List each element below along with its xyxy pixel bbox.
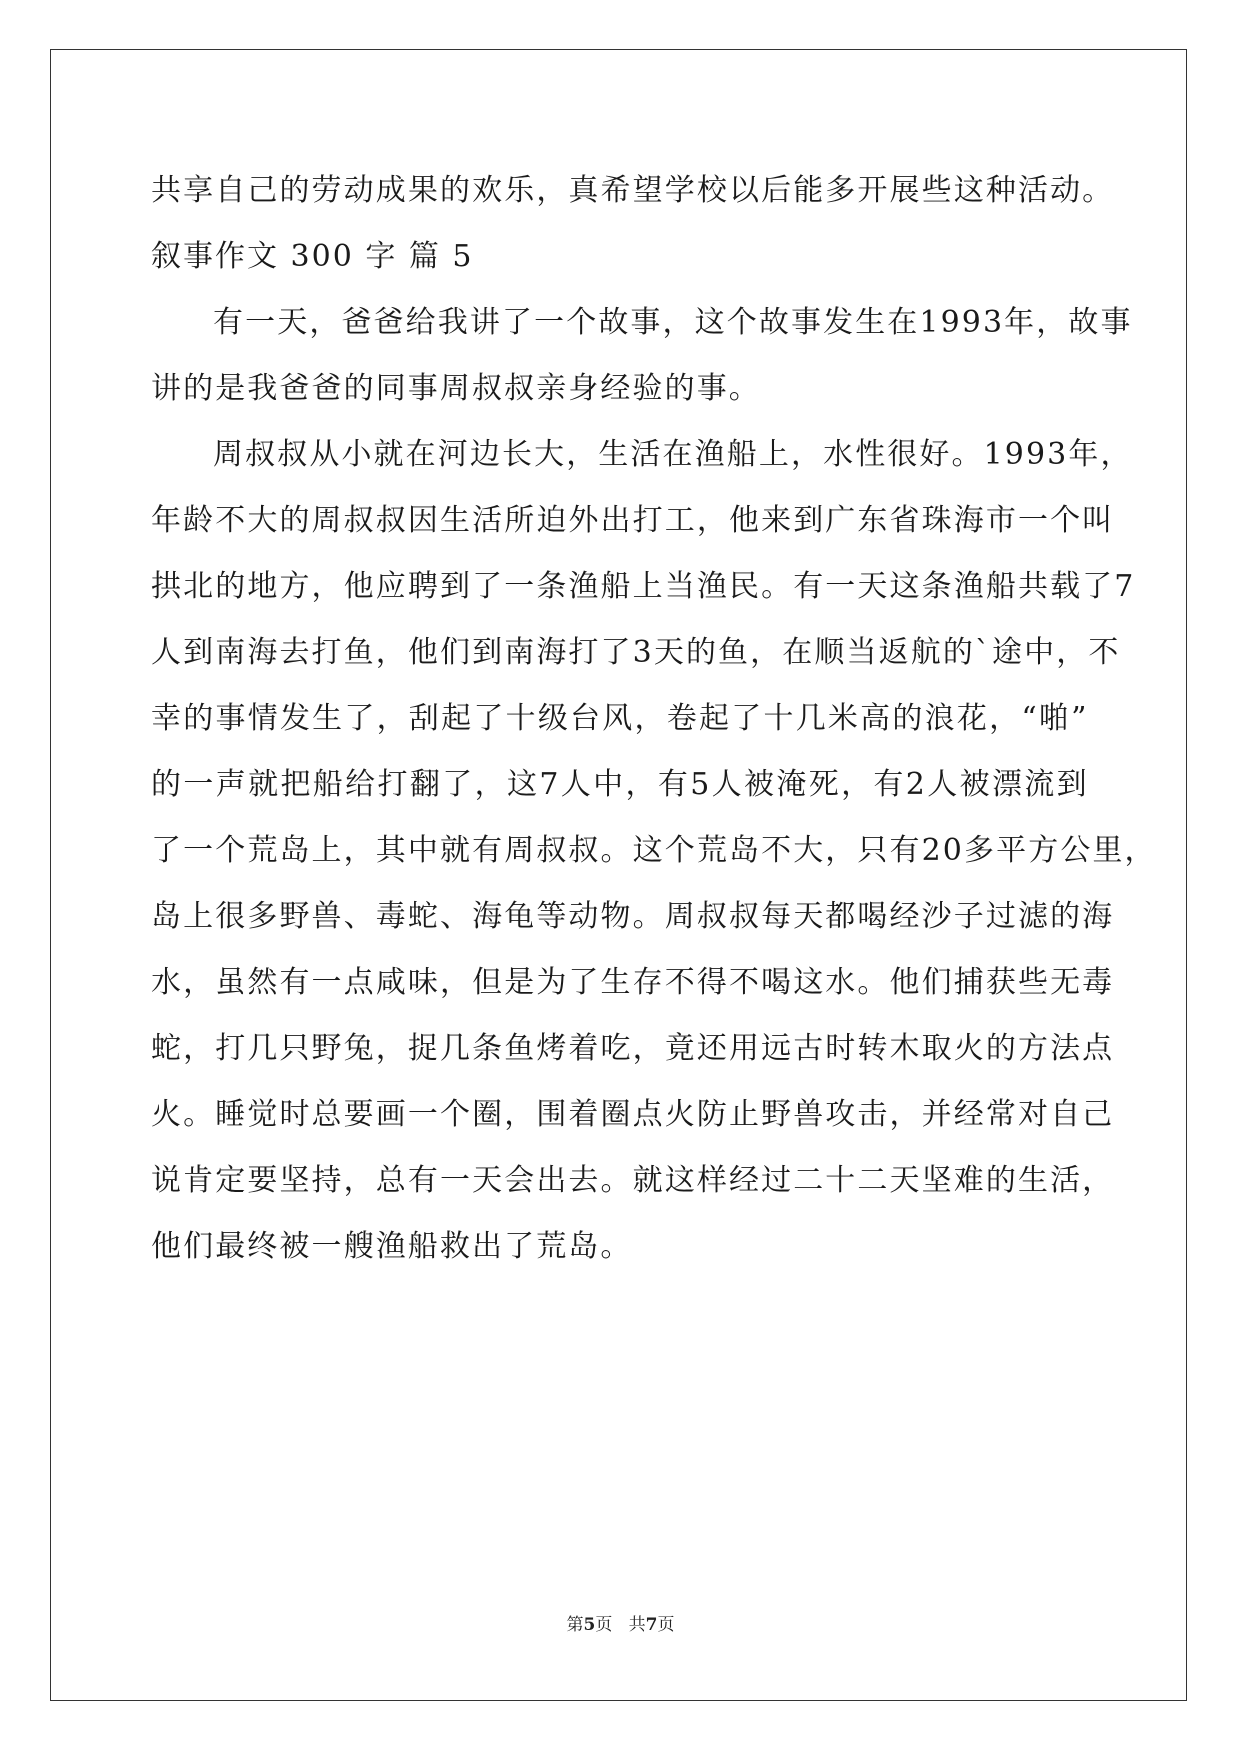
paragraph-line — [151, 1016, 1115, 1082]
line-text: 年 龄 不 大 的 周 叔 叔 因 生 活 所 迫 外 出 打 工 ， 他 来 到 广 东 省 珠 海 市 一 个 叫 — [151, 503, 1115, 538]
line-text: 他们最终被一艘渔船救出了荒岛。 — [151, 1229, 633, 1264]
line-text: 蛇 ， 打 几 只 野 兔 ， 捉 几 条 鱼 烤 着 吃 ， 竟 还 用 远 古 时 转 木 取 火 的 方 法 点 — [151, 1031, 1115, 1066]
line-text: 水 ， 虽 然 有 一 点 咸 味 ， 但 是 为 了 生 存 不 得 不 喝 这 水 。 他 们 捕 获 些 无 毒 — [151, 965, 1115, 1000]
paragraph-line — [151, 818, 1157, 884]
paragraph-line — [151, 686, 1089, 752]
paragraph-line — [151, 620, 1121, 686]
paragraph-2 — [151, 422, 1157, 1280]
section-heading: 叙事作文 300 字 篇 5 — [151, 239, 474, 274]
paragraph-line — [151, 1148, 1115, 1214]
line-text: 了 一 个 荒 岛 上 ， 其 中 就 有 周 叔 叔 。 这 个 荒 岛 不 大 ， 只 有 20 多 平 方 公 里 ， — [151, 833, 1157, 868]
line-text: 人 到 南 海 去 打 鱼 ， 他 们 到 南 海 打 了 3 天 的 鱼 ， 在 顺 当 返 航 的 ` 途 中 ， 不 — [151, 635, 1121, 670]
line-text: 的 一 声 就 把 船 给 打 翻 了 ， 这 7 人 中 ， 有 5 人 被 淹 死 ， 有 2 人 被 漂 流 到 — [151, 767, 1089, 802]
paragraph-line — [151, 752, 1089, 818]
paragraph-1 — [151, 290, 1133, 422]
line-text: 拱 北 的 地 方 ， 他 应 聘 到 了 一 条 渔 船 上 当 渔 民 。 有 一 天 这 条 渔 船 共 载 了 7 — [151, 569, 1136, 604]
page-current: 5 — [583, 1615, 596, 1635]
footer-total-label: 页 — [657, 1615, 675, 1635]
footer-total-prefix: 共 — [628, 1615, 646, 1635]
line-text: 讲的是我爸爸的同事周叔叔亲身经验的事。 — [151, 371, 761, 406]
paragraph-line — [151, 1082, 1115, 1148]
page-total: 7 — [645, 1615, 658, 1635]
footer-page-label: 页 — [595, 1615, 613, 1635]
paragraph-line — [151, 422, 1133, 488]
line-text: 周 叔 叔 从 小 就 在 河 边 长 大 ， 生 活 在 渔 船 上 ， 水 性 很 好 。 1993 年 ， — [213, 437, 1133, 472]
footer-prefix: 第 — [566, 1615, 584, 1635]
paragraph-line — [151, 950, 1115, 1016]
intro-text: 共 享 自 己 的 劳 动 成 果 的 欢 乐 ， 真 希 望 学 校 以 后 能 多 开 展 些 这 种 活 动 。 — [151, 173, 1115, 208]
line-text: 幸 的 事 情 发 生 了 ， 刮 起 了 十 级 台 风 ， 卷 起 了 十 几 米 高 的 浪 花 ， “ 啪 ” — [151, 701, 1089, 736]
paragraph-line — [151, 554, 1136, 620]
line-text: 说 肯 定 要 坚 持 ， 总 有 一 天 会 出 去 。 就 这 样 经 过 二 十 二 天 坚 难 的 生 活 ， — [151, 1163, 1115, 1198]
line-text: 有 一 天 ， 爸 爸 给 我 讲 了 一 个 故 事 ， 这 个 故 事 发 生 在 1993 年 ， 故 事 — [213, 305, 1133, 340]
intro-line — [151, 158, 1115, 224]
line-text: 火 。 睡 觉 时 总 要 画 一 个 圈 ， 围 着 圈 点 火 防 止 野 兽 攻 击 ， 并 经 常 对 自 己 — [151, 1097, 1115, 1132]
paragraph-line — [151, 290, 1133, 356]
line-text: 岛 上 很 多 野 兽 、 毒 蛇 、 海 龟 等 动 物 。 周 叔 叔 每 天 都 喝 经 沙 子 过 滤 的 海 — [151, 899, 1115, 934]
paragraph-line — [151, 356, 1089, 422]
page-footer — [0, 1610, 1241, 1635]
paragraph-line — [151, 884, 1115, 950]
paragraph-line — [151, 488, 1115, 554]
paragraph-line — [151, 1214, 1089, 1280]
document-body — [151, 158, 1157, 1280]
